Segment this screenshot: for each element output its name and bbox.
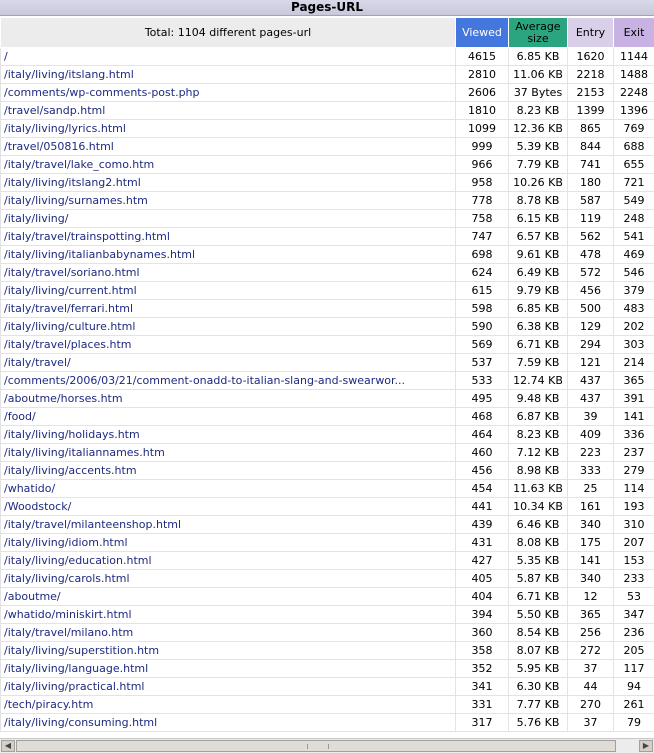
table-row: [1, 552, 654, 570]
viewed-count: 569: [456, 336, 509, 354]
average-size-line1: Average: [515, 20, 560, 33]
exit-count: 769: [614, 120, 654, 138]
viewed-count: 456: [456, 462, 509, 480]
page-url-link[interactable]: /italy/travel/soriano.html: [1, 264, 456, 282]
entry-count: 333: [568, 462, 614, 480]
viewed-count: 2606: [456, 84, 509, 102]
table-row: [1, 354, 654, 372]
page-url-link[interactable]: /Woodstock/: [1, 498, 456, 516]
viewed-count: 537: [456, 354, 509, 372]
entry-count: 340: [568, 516, 614, 534]
average-size: 5.87 KB: [509, 570, 568, 588]
page-url-link[interactable]: /travel/050816.html: [1, 138, 456, 156]
exit-count: 248: [614, 210, 654, 228]
exit-count: 2248: [614, 84, 654, 102]
table-row: [1, 138, 654, 156]
table-row: [1, 660, 654, 678]
average-size: 8.98 KB: [509, 462, 568, 480]
average-size: 11.63 KB: [509, 480, 568, 498]
average-size: 6.87 KB: [509, 408, 568, 426]
viewed-count: 747: [456, 228, 509, 246]
average-size: 6.71 KB: [509, 588, 568, 606]
table-row: [1, 210, 654, 228]
entry-count: 865: [568, 120, 614, 138]
viewed-count: 427: [456, 552, 509, 570]
average-size: 6.49 KB: [509, 264, 568, 282]
table-row: [1, 678, 654, 696]
page-url-link[interactable]: /italy/living/culture.html: [1, 318, 456, 336]
average-size: 6.85 KB: [509, 48, 568, 66]
entry-count: 180: [568, 174, 614, 192]
viewed-count: 1099: [456, 120, 509, 138]
viewed-count: 999: [456, 138, 509, 156]
page-url-link[interactable]: /italy/travel/places.htm: [1, 336, 456, 354]
average-size: 5.35 KB: [509, 552, 568, 570]
page-url-link[interactable]: /italy/travel/: [1, 354, 456, 372]
scroll-left-icon[interactable]: ◀: [1, 740, 15, 752]
average-size: 6.71 KB: [509, 336, 568, 354]
table-row: [1, 246, 654, 264]
grip-icon: [307, 744, 329, 749]
viewed-count: 4615: [456, 48, 509, 66]
entry-count: 587: [568, 192, 614, 210]
table-row: [1, 228, 654, 246]
average-size: 5.95 KB: [509, 660, 568, 678]
entry-count: 437: [568, 390, 614, 408]
total-header: Total: 1104 different pages-url: [1, 18, 456, 48]
page-url-link[interactable]: /whatido/: [1, 480, 456, 498]
table-row: [1, 84, 654, 102]
average-size: 8.54 KB: [509, 624, 568, 642]
entry-count: 39: [568, 408, 614, 426]
table-row: [1, 66, 654, 84]
viewed-count: 358: [456, 642, 509, 660]
average-size-line2: size: [527, 32, 548, 45]
entry-count: 44: [568, 678, 614, 696]
average-size: 7.59 KB: [509, 354, 568, 372]
viewed-count: 778: [456, 192, 509, 210]
table-row: [1, 192, 654, 210]
average-size: 5.39 KB: [509, 138, 568, 156]
pages-url-table: [0, 17, 654, 732]
viewed-count: 615: [456, 282, 509, 300]
exit-count: 483: [614, 300, 654, 318]
average-size: 8.23 KB: [509, 426, 568, 444]
table-row: [1, 534, 654, 552]
page-url-link[interactable]: /italy/living/practical.html: [1, 678, 456, 696]
table-row: [1, 480, 654, 498]
table-row: [1, 264, 654, 282]
average-size: 5.76 KB: [509, 714, 568, 732]
entry-count: 2153: [568, 84, 614, 102]
table-row: [1, 336, 654, 354]
exit-count: 365: [614, 372, 654, 390]
exit-count: 549: [614, 192, 654, 210]
average-size: 8.78 KB: [509, 192, 568, 210]
table-row: [1, 390, 654, 408]
entry-count: 741: [568, 156, 614, 174]
average-size: 6.38 KB: [509, 318, 568, 336]
viewed-count: 331: [456, 696, 509, 714]
viewed-count: 341: [456, 678, 509, 696]
exit-count: 53: [614, 588, 654, 606]
average-size: 12.36 KB: [509, 120, 568, 138]
table-row: [1, 48, 654, 66]
average-size: 8.07 KB: [509, 642, 568, 660]
average-size: 9.79 KB: [509, 282, 568, 300]
entry-count: 12: [568, 588, 614, 606]
table-row: [1, 642, 654, 660]
viewed-count: 352: [456, 660, 509, 678]
page-url-link[interactable]: /italy/living/surnames.htm: [1, 192, 456, 210]
viewed-count: 758: [456, 210, 509, 228]
average-size-header: [509, 18, 568, 48]
exit-count: 279: [614, 462, 654, 480]
entry-count: 2218: [568, 66, 614, 84]
entry-count: 1399: [568, 102, 614, 120]
viewed-count: 468: [456, 408, 509, 426]
table-row: [1, 588, 654, 606]
exit-count: 379: [614, 282, 654, 300]
page-url-link[interactable]: /italy/living/itslang.html: [1, 66, 456, 84]
average-size: 5.50 KB: [509, 606, 568, 624]
horizontal-scrollbar[interactable]: [0, 738, 654, 753]
average-size: 10.34 KB: [509, 498, 568, 516]
entry-count: 409: [568, 426, 614, 444]
exit-count: 347: [614, 606, 654, 624]
exit-count: 237: [614, 444, 654, 462]
viewed-count: 360: [456, 624, 509, 642]
entry-count: 37: [568, 714, 614, 732]
exit-count: 141: [614, 408, 654, 426]
exit-count: 94: [614, 678, 654, 696]
entry-count: 844: [568, 138, 614, 156]
page-url-link[interactable]: /italy/living/superstition.htm: [1, 642, 456, 660]
page-url-link[interactable]: /italy/living/consuming.html: [1, 714, 456, 732]
table-row: [1, 372, 654, 390]
page-url-link[interactable]: /comments/wp-comments-post.php: [1, 84, 456, 102]
page-url-link[interactable]: /italy/living/carols.html: [1, 570, 456, 588]
table-title: Pages-URL: [0, 0, 654, 16]
exit-count: 233: [614, 570, 654, 588]
table-row: [1, 570, 654, 588]
table-row: [1, 174, 654, 192]
exit-count: 1488: [614, 66, 654, 84]
viewed-count: 495: [456, 390, 509, 408]
page-url-link[interactable]: /italy/living/italiannames.htm: [1, 444, 456, 462]
exit-count: 688: [614, 138, 654, 156]
page-url-link[interactable]: /italy/living/: [1, 210, 456, 228]
average-size: 6.30 KB: [509, 678, 568, 696]
table-row: [1, 462, 654, 480]
table-row: [1, 714, 654, 732]
viewed-header: Viewed: [456, 18, 509, 48]
page-url-link[interactable]: /italy/living/idiom.html: [1, 534, 456, 552]
entry-count: 256: [568, 624, 614, 642]
page-url-link[interactable]: /aboutme/: [1, 588, 456, 606]
viewed-count: 1810: [456, 102, 509, 120]
page-url-link[interactable]: /italy/living/education.html: [1, 552, 456, 570]
page-url-link[interactable]: /travel/sandp.html: [1, 102, 456, 120]
table-header-row: [1, 18, 654, 48]
average-size: 6.15 KB: [509, 210, 568, 228]
viewed-count: 958: [456, 174, 509, 192]
page-url-link[interactable]: /italy/living/lyrics.html: [1, 120, 456, 138]
exit-count: 541: [614, 228, 654, 246]
entry-count: 456: [568, 282, 614, 300]
entry-count: 129: [568, 318, 614, 336]
table-row: [1, 444, 654, 462]
entry-count: 365: [568, 606, 614, 624]
exit-count: 469: [614, 246, 654, 264]
exit-header: Exit: [614, 18, 654, 48]
scroll-right-icon[interactable]: ▶: [639, 740, 653, 752]
table-row: [1, 156, 654, 174]
average-size: 8.23 KB: [509, 102, 568, 120]
viewed-count: 2810: [456, 66, 509, 84]
table-row: [1, 408, 654, 426]
exit-count: 236: [614, 624, 654, 642]
page-url-link[interactable]: /italy/living/current.html: [1, 282, 456, 300]
table-row: [1, 120, 654, 138]
page-url-link[interactable]: /tech/piracy.htm: [1, 696, 456, 714]
entry-count: 37: [568, 660, 614, 678]
viewed-count: 966: [456, 156, 509, 174]
entry-count: 121: [568, 354, 614, 372]
entry-header: Entry: [568, 18, 614, 48]
table-row: [1, 426, 654, 444]
page-url-link[interactable]: /aboutme/horses.htm: [1, 390, 456, 408]
viewed-count: 464: [456, 426, 509, 444]
exit-count: 114: [614, 480, 654, 498]
viewed-count: 439: [456, 516, 509, 534]
entry-count: 294: [568, 336, 614, 354]
exit-count: 207: [614, 534, 654, 552]
page-url-link[interactable]: /italy/living/holidays.htm: [1, 426, 456, 444]
scrollbar-thumb[interactable]: [16, 740, 616, 752]
page-url-link[interactable]: /food/: [1, 408, 456, 426]
page-url-link[interactable]: /italy/travel/milanteenshop.html: [1, 516, 456, 534]
exit-count: 1144: [614, 48, 654, 66]
average-size: 11.06 KB: [509, 66, 568, 84]
average-size: 9.61 KB: [509, 246, 568, 264]
table-row: [1, 606, 654, 624]
exit-count: 310: [614, 516, 654, 534]
average-size: 6.85 KB: [509, 300, 568, 318]
viewed-count: 624: [456, 264, 509, 282]
entry-count: 119: [568, 210, 614, 228]
exit-count: 214: [614, 354, 654, 372]
entry-count: 223: [568, 444, 614, 462]
viewed-count: 698: [456, 246, 509, 264]
exit-count: 261: [614, 696, 654, 714]
average-size: 7.79 KB: [509, 156, 568, 174]
page-url-link[interactable]: /italy/living/italianbabynames.html: [1, 246, 456, 264]
entry-count: 500: [568, 300, 614, 318]
exit-count: 193: [614, 498, 654, 516]
page-url-link[interactable]: /italy/travel/ferrari.html: [1, 300, 456, 318]
table-row: [1, 624, 654, 642]
viewed-count: 598: [456, 300, 509, 318]
exit-count: 205: [614, 642, 654, 660]
table-row: [1, 516, 654, 534]
page-url-link[interactable]: /italy/living/accents.htm: [1, 462, 456, 480]
exit-count: 303: [614, 336, 654, 354]
average-size: 12.74 KB: [509, 372, 568, 390]
viewed-count: 394: [456, 606, 509, 624]
entry-count: 161: [568, 498, 614, 516]
page-url-link[interactable]: /italy/travel/lake_como.htm: [1, 156, 456, 174]
entry-count: 478: [568, 246, 614, 264]
average-size: 9.48 KB: [509, 390, 568, 408]
viewed-count: 454: [456, 480, 509, 498]
entry-count: 141: [568, 552, 614, 570]
page-url-link[interactable]: /italy/travel/trainspotting.html: [1, 228, 456, 246]
page-url-link[interactable]: /comments/2006/03/21/comment-onadd-to-italian-slang-and-swearwor...: [1, 372, 456, 390]
page-url-link[interactable]: /italy/travel/milano.htm: [1, 624, 456, 642]
average-size: 7.77 KB: [509, 696, 568, 714]
viewed-count: 460: [456, 444, 509, 462]
table-row: [1, 318, 654, 336]
entry-count: 175: [568, 534, 614, 552]
entry-count: 1620: [568, 48, 614, 66]
average-size: 6.46 KB: [509, 516, 568, 534]
table-row: [1, 300, 654, 318]
page-url-link[interactable]: /: [1, 48, 456, 66]
average-size: 7.12 KB: [509, 444, 568, 462]
exit-count: 1396: [614, 102, 654, 120]
exit-count: 117: [614, 660, 654, 678]
exit-count: 655: [614, 156, 654, 174]
viewed-count: 441: [456, 498, 509, 516]
viewed-count: 533: [456, 372, 509, 390]
average-size: 6.57 KB: [509, 228, 568, 246]
table-row: [1, 696, 654, 714]
entry-count: 272: [568, 642, 614, 660]
viewed-count: 317: [456, 714, 509, 732]
exit-count: 336: [614, 426, 654, 444]
entry-count: 25: [568, 480, 614, 498]
exit-count: 391: [614, 390, 654, 408]
average-size: 10.26 KB: [509, 174, 568, 192]
table-row: [1, 102, 654, 120]
page-url-link[interactable]: /italy/living/itslang2.html: [1, 174, 456, 192]
entry-count: 437: [568, 372, 614, 390]
viewed-count: 431: [456, 534, 509, 552]
exit-count: 202: [614, 318, 654, 336]
average-size: 37 Bytes: [509, 84, 568, 102]
viewed-count: 404: [456, 588, 509, 606]
entry-count: 340: [568, 570, 614, 588]
viewed-count: 405: [456, 570, 509, 588]
page-url-link[interactable]: /whatido/miniskirt.html: [1, 606, 456, 624]
exit-count: 721: [614, 174, 654, 192]
viewed-count: 590: [456, 318, 509, 336]
table-row: [1, 498, 654, 516]
entry-count: 270: [568, 696, 614, 714]
exit-count: 153: [614, 552, 654, 570]
exit-count: 79: [614, 714, 654, 732]
exit-count: 546: [614, 264, 654, 282]
pages-url-table-container[interactable]: [0, 17, 654, 737]
table-row: [1, 282, 654, 300]
average-size: 8.08 KB: [509, 534, 568, 552]
entry-count: 572: [568, 264, 614, 282]
page-url-link[interactable]: /italy/living/language.html: [1, 660, 456, 678]
entry-count: 562: [568, 228, 614, 246]
